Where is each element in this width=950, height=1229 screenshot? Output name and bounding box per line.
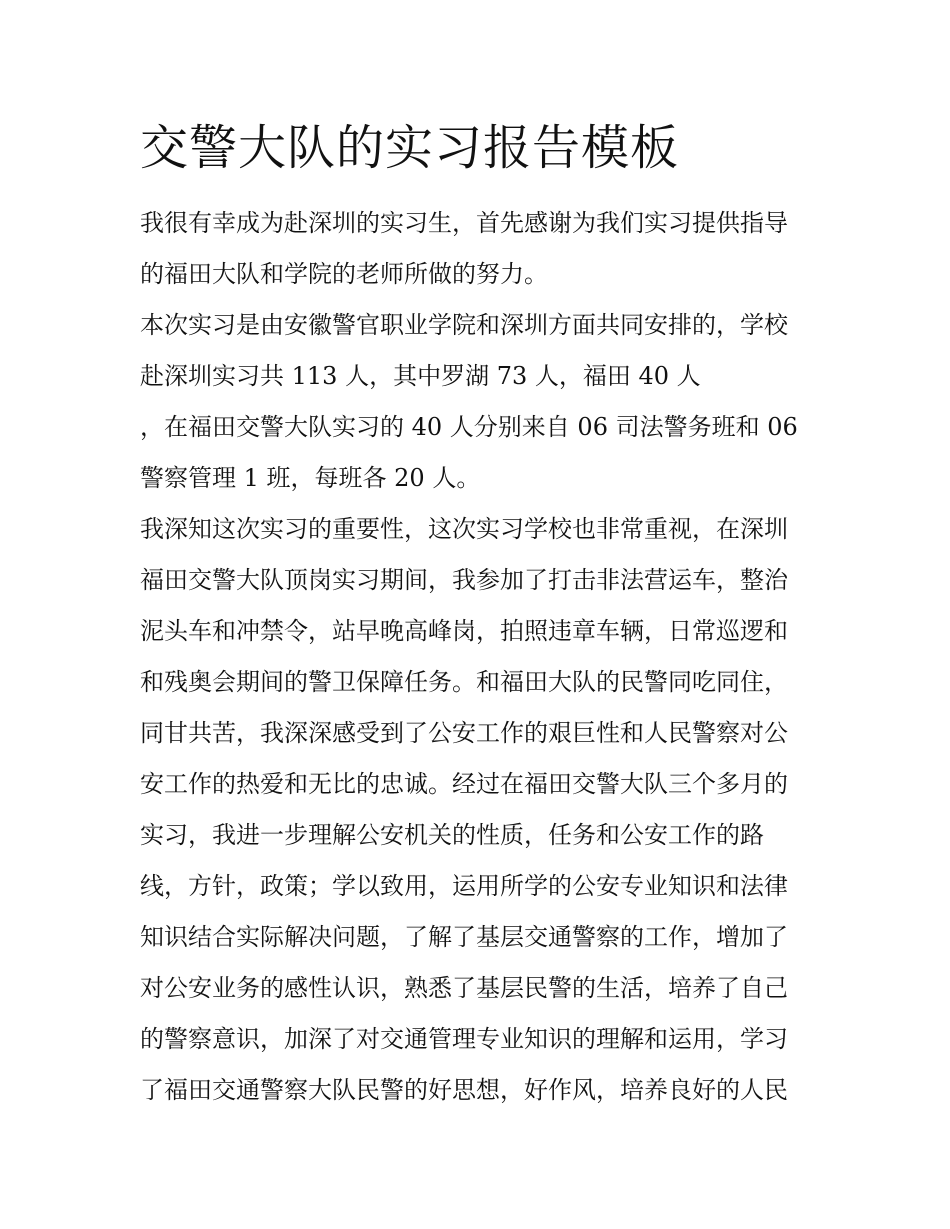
body-line: 实习，我进一步理解公安机关的性质，任务和公安工作的路 (140, 821, 764, 849)
body-line: 知识结合实际解决问题，了解了基层交通警察的工作，增加了 (140, 923, 788, 951)
body-line: 线，方针，政策；学以致用，运用所学的公安专业知识和法律 (140, 872, 788, 900)
document-title: 交警大队的实习报告模板 (140, 120, 680, 176)
body-line: 的警察意识，加深了对交通管理专业知识的理解和运用，学习 (140, 1025, 788, 1053)
body-line: 我很有幸成为赴深圳的实习生，首先感谢为我们实习提供指导 (140, 209, 788, 237)
body-line: 同甘共苦，我深深感受到了公安工作的艰巨性和人民警察对公 (140, 719, 788, 747)
body-line: 了福田交通警察大队民警的好思想，好作风，培养良好的人民 (140, 1076, 788, 1104)
body-line: 本次实习是由安徽警官职业学院和深圳方面共同安排的，学校 (140, 311, 788, 339)
body-line: 安工作的热爱和无比的忠诚。经过在福田交警大队三个多月的 (140, 770, 788, 798)
document-body (140, 198, 815, 1116)
body-line: 我深知这次实习的重要性，这次实习学校也非常重视，在深圳 (140, 515, 788, 543)
body-line: 赴深圳实习共 113 人，其中罗湖 73 人，福田 40 人 (140, 362, 701, 390)
body-line: 的福田大队和学院的老师所做的努力。 (140, 260, 548, 288)
body-line: 泥头车和冲禁令，站早晚高峰岗，拍照违章车辆，日常巡逻和 (140, 617, 788, 645)
body-line: ，在福田交警大队实习的 40 人分别来自 06 司法警务班和 06 (140, 413, 798, 441)
body-line: 福田交警大队顶岗实习期间，我参加了打击非法营运车，整治 (140, 566, 788, 594)
body-line: 对公安业务的感性认识，熟悉了基层民警的生活，培养了自己 (140, 974, 788, 1002)
body-line: 和残奥会期间的警卫保障任务。和福田大队的民警同吃同住， (140, 668, 788, 696)
document-page (140, 112, 815, 1116)
body-line: 警察管理 1 班，每班各 20 人。 (140, 464, 481, 492)
